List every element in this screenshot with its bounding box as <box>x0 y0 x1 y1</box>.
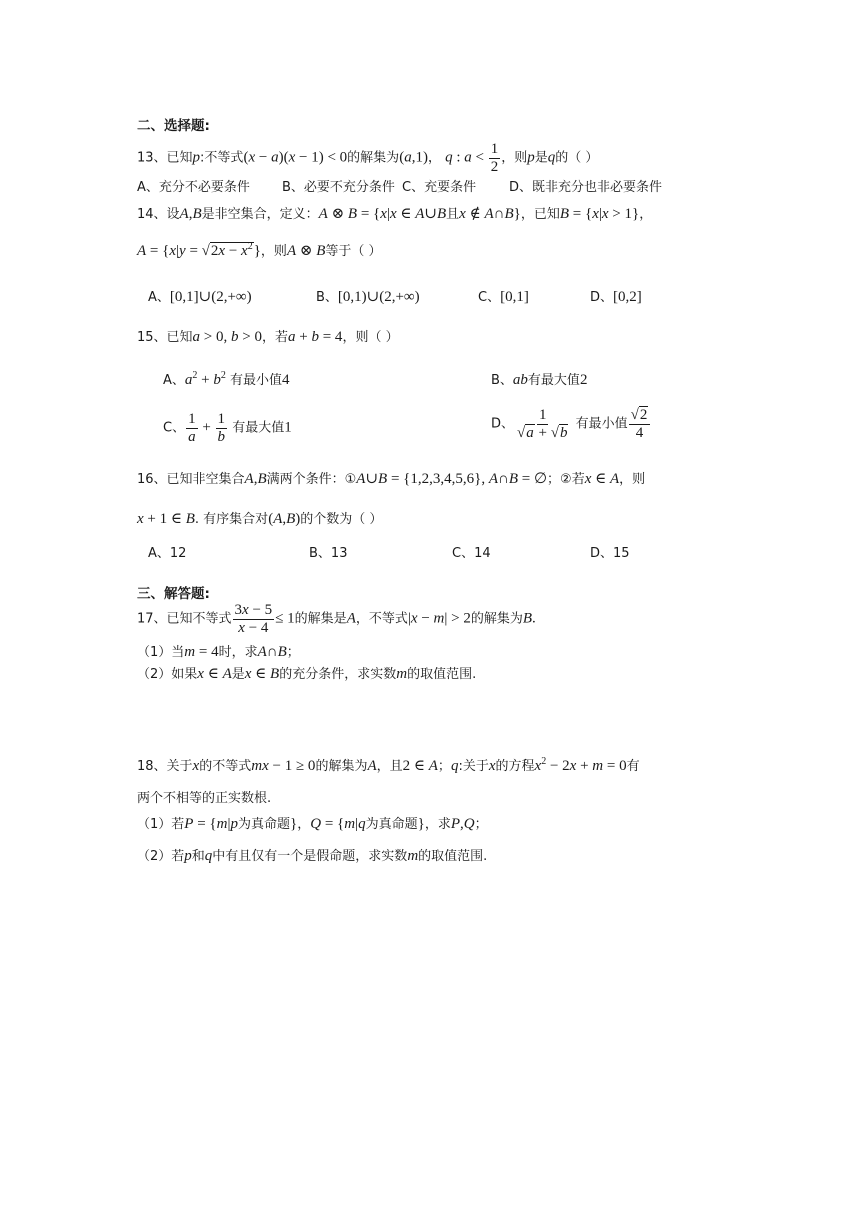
question-14-stem: 14、设A,B是非空集合，定义：A ⊗ B = {x|x ∈ A∪B且x ∉ A∩B}，已知B = {x|x > 1}， <box>137 206 653 222</box>
question-18-stem: 18、关于x的不等式mx − 1 ≥ 0的解集为A，且2 ∈ A；q:关于x的方程$x^2 - 2x + m = 0$有 <box>137 756 640 774</box>
question-14-option-c: C、[0,1] <box>478 289 529 305</box>
question-13-option-d: D、既非充分也非必要条件 <box>509 180 663 195</box>
question-16-stem-line2: x + 1 ∈ B. 有序集合对(A,B)的个数为（ ） <box>137 511 383 527</box>
question-16-option-d: D、15 <box>590 546 630 561</box>
question-16-option-c: C、14 <box>452 546 491 561</box>
question-17-part-1: （1）当m = 4时，求A∩B； <box>137 644 300 660</box>
question-15-option-b: B、ab有最大值2 <box>491 372 588 388</box>
question-16-option-b: B、13 <box>309 546 348 561</box>
question-15-option-a: A、$a^2 + b^2$ 有最小值4 <box>163 370 290 388</box>
question-16-stem: 16、已知非空集合A,B满两个条件：①A∪B = {1,2,3,4,5,6}, A∩B = ∅；②若x ∈ A，则 <box>137 471 646 487</box>
question-17-stem: 17、已知不等式 $\frac{3x - 5}{x - 4}$ ≤ 1的解集是A，不等式|x − m| > 2的解集为B. <box>137 602 536 636</box>
question-13-option-a: A、充分不必要条件 <box>137 180 250 195</box>
question-14-option-a: A、[0,1]∪(2,+∞) <box>148 289 252 305</box>
question-14-option-d: D、[0,2] <box>590 289 642 305</box>
question-16-option-a: A、12 <box>148 546 187 561</box>
question-13-option-b: B、必要不充分条件 <box>282 180 395 195</box>
question-15-stem: 15、已知a > 0, b > 0，若a + b = 4，则（ ） <box>137 329 399 345</box>
question-14-stem-line2: $A = \{x|y = √2x - x^2\}$，则A ⊗ B等于（ ） <box>137 241 382 259</box>
question-14-option-b: B、[0,1)∪(2,+∞) <box>316 289 420 305</box>
question-13-option-c: C、充要条件 <box>402 180 477 195</box>
question-18-part-1: （1）若P = {m|p为真命题}，Q = {m|q为真命题}，求P,Q； <box>137 816 488 832</box>
section-2-title: 二、选择题: <box>137 118 210 134</box>
question-15-option-c: C、 $\frac{1}{a}$ + $\frac{1}{b}$ 有最大值1 <box>163 411 292 445</box>
question-17-part-2: （2）如果x ∈ A是x ∈ B的充分条件，求实数m的取值范围. <box>137 666 477 682</box>
question-13-stem: 13、已知p:不等式(x − a)(x − 1) < 0的解集为(a,1)， q : a < $\frac{1}{2}$ ，则p是q的（ ） <box>137 141 599 175</box>
fraction-one-half: $\frac{1}{2}$ <box>490 141 499 175</box>
question-15-option-d: D、 $\frac{1}{√a + √b}$ 有最小值 $\frac{√2}{4}$ <box>491 407 651 441</box>
section-3-title: 三、解答题: <box>137 586 210 602</box>
question-18-stem-line2: 两个不相等的正实数根. <box>137 791 272 806</box>
question-18-part-2: （2）若p和q中有且仅有一个是假命题，求实数m的取值范围. <box>137 848 488 864</box>
